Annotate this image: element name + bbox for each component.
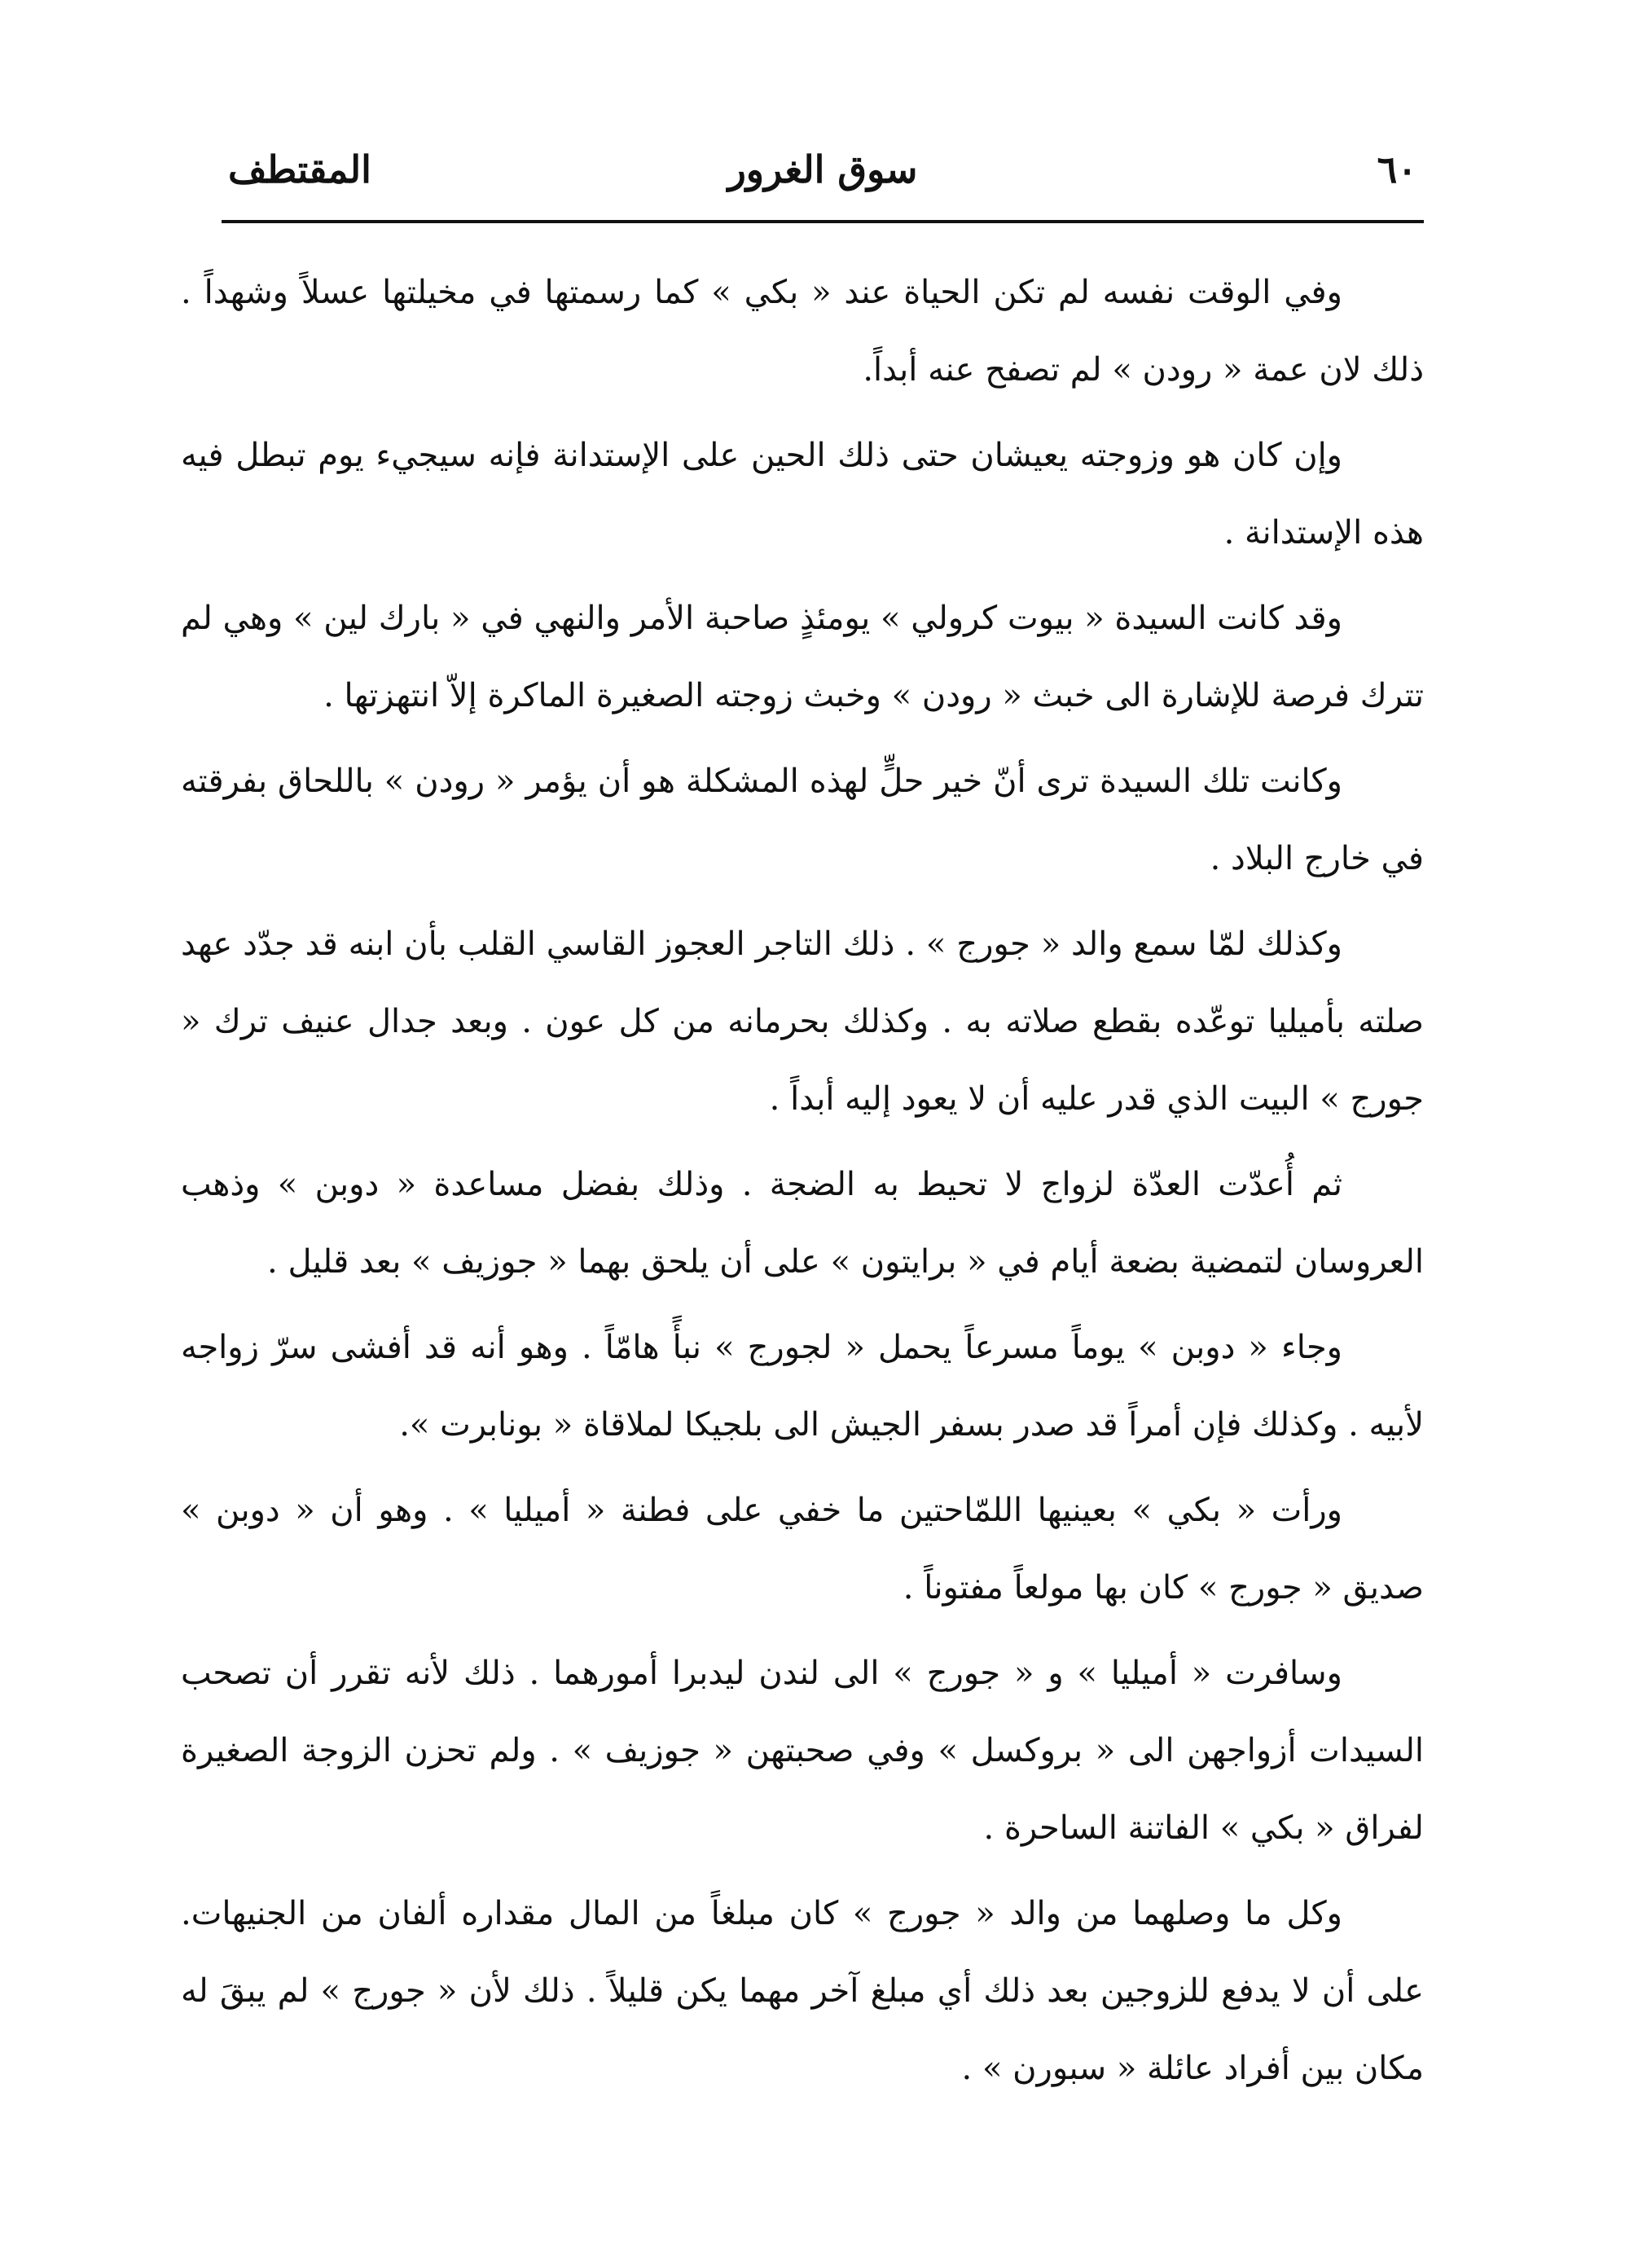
paragraph: ورأت « بكي » بعينيها اللمّاحتين ما خفي على فطنة « أميليا » . وهو أن « دوبن » صديق « جورج » كان بها مولعاً مفتوناً . — [181, 1492, 1424, 1606]
paragraph: وفي الوقت نفسه لم تكن الحياة عند « بكي » كما رسمتها في مخيلتها عسلاً وشهداً . ذلك لان عمة « رودن » لم تصفح عنه أبداً. — [181, 274, 1424, 389]
paragraph: وسافرت « أميليا » و « جورج » الى لندن ليدبرا أمورهما . ذلك لأنه تقرر أن تصحب السيدات أزواجهن الى « بروكسل » وفي صحبتهن « جوزيف » . ولم تحزن الزوجة الصغيرة لفراق « بكي » الفاتنة الساحرة . — [181, 1655, 1424, 1847]
paragraph: وجاء « دوبن » يوماً مسرعاً يحمل « لجورج » نبأً هامّاً . وهو أنه قد أفشى سرّ زواجه لأبيه . وكذلك فإن أمراً قد صدر بسفر الجيش الى بلجيكا لملاقاة « بونابرت ». — [181, 1329, 1424, 1444]
paragraph: وكذلك لمّا سمع والد « جورج » . ذلك التاجر العجوز القاسي القلب بأن ابنه قد جدّد عهد صلته بأميليا توعّده بقطع صلاته به . وكذلك بحرمانه من كل عون . وبعد جدال عنيف ترك « جورج » البيت الذي قدر عليه أن لا يعود إليه أبداً . — [181, 925, 1424, 1118]
paragraph: ثم أُعدّت العدّة لزواج لا تحيط به الضجة . وذلك بفضل مساعدة « دوبن » وذهب العروسان لتمضية بضعة أيام في « برايتون » على أن يلحق بهما « جوزيف » بعد قليل . — [181, 1166, 1424, 1281]
paragraph: وكانت تلك السيدة ترى أنّ خير حلٍّ لهذه المشكلة هو أن يؤمر « رودن » باللحاق بفرقته في خارج البلاد . — [181, 763, 1424, 877]
body-text — [181, 254, 1424, 2108]
paragraph: وكل ما وصلهما من والد « جورج » كان مبلغاً من المال مقداره ألفان من الجنيهات. على أن لا يدفع للزوجين بعد ذلك أي مبلغ آخر مهما يكن قليلاً . ذلك لأن « جورج » لم يبقَ له مكان بين أفراد عائلة « سبورن » . — [181, 1895, 1424, 2087]
running-title: سوق الغرور — [727, 147, 918, 191]
page-number: ٦٠ — [1377, 147, 1417, 191]
page-header — [228, 137, 1417, 202]
paragraph: وقد كانت السيدة « بيوت كرولي » يومئذٍ صاحبة الأمر والنهي في « بارك لين » وهي لم تترك فرصة للإشارة الى خبث « رودن » وخبث زوجته الصغيرة الماكرة إلاّ انتهزتها . — [181, 600, 1424, 714]
journal-name: المقتطف — [228, 147, 371, 191]
paragraph: وإن كان هو وزوجته يعيشان حتى ذلك الحين على الإستدانة فإنه سيجيء يوم تبطل فيه هذه الإستدانة . — [181, 437, 1424, 552]
header-rule — [222, 220, 1424, 223]
